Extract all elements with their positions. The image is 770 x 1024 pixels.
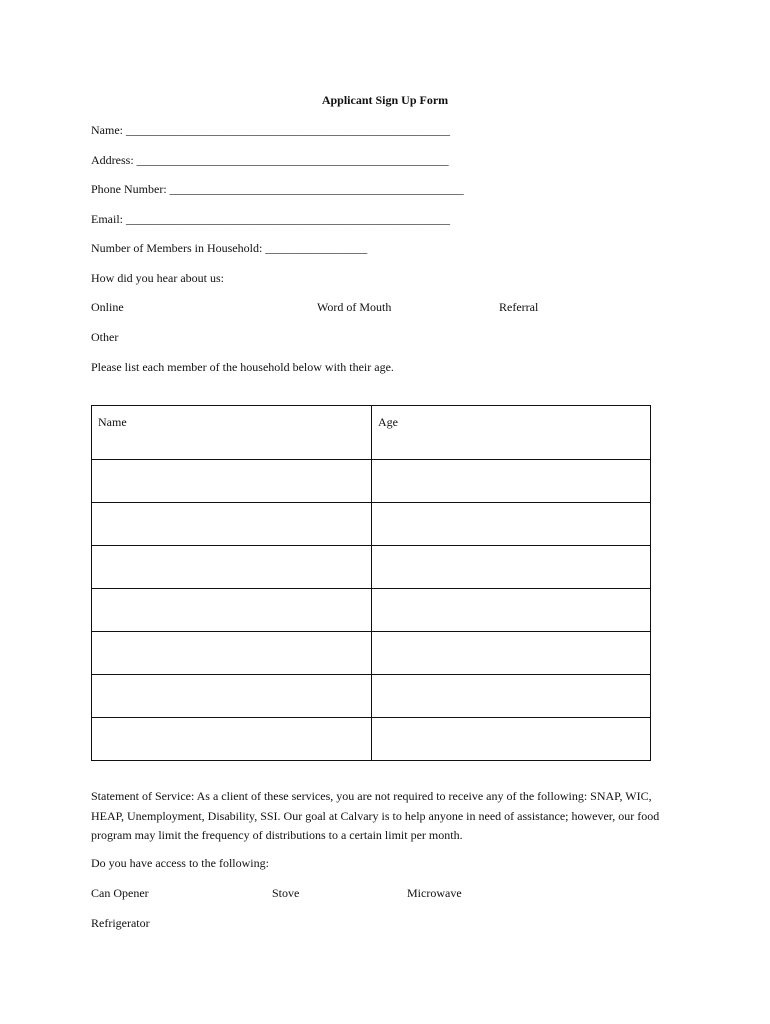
address-field[interactable]: Address: ____________________________________________________ — [91, 153, 449, 167]
table-row — [92, 460, 651, 503]
option-referral[interactable]: Referral — [499, 300, 539, 314]
option-can-opener[interactable]: Can Opener — [91, 886, 149, 900]
member-age-cell[interactable] — [372, 460, 651, 503]
member-name-cell[interactable] — [92, 503, 372, 546]
household-count-field[interactable]: Number of Members in Household: _________________ — [91, 241, 368, 255]
phone-field[interactable]: Phone Number: _________________________________________________ — [91, 182, 464, 196]
member-age-cell[interactable] — [372, 675, 651, 718]
table-row — [92, 503, 651, 546]
member-age-cell[interactable] — [372, 589, 651, 632]
email-field[interactable]: Email: ______________________________________________________ — [91, 212, 450, 226]
name-field[interactable]: Name: ______________________________________________________ — [91, 123, 450, 137]
member-name-cell[interactable] — [92, 460, 372, 503]
header-age: Age — [372, 406, 651, 460]
table-row — [92, 718, 651, 761]
member-age-cell[interactable] — [372, 546, 651, 589]
form-title: Applicant Sign Up Form — [321, 93, 449, 107]
member-name-cell[interactable] — [92, 632, 372, 675]
member-age-cell[interactable] — [372, 632, 651, 675]
option-word-of-mouth[interactable]: Word of Mouth — [317, 300, 392, 314]
household-instruction: Please list each member of the household below with their age. — [91, 360, 394, 374]
hear-about-question: How did you hear about us: — [91, 271, 224, 285]
member-name-cell[interactable] — [92, 675, 372, 718]
member-age-cell[interactable] — [372, 718, 651, 761]
member-name-cell[interactable] — [92, 546, 372, 589]
table-row — [92, 589, 651, 632]
table-row — [92, 632, 651, 675]
household-members-table — [91, 405, 651, 761]
member-name-cell[interactable] — [92, 718, 372, 761]
header-name: Name — [92, 406, 372, 460]
option-refrigerator[interactable]: Refrigerator — [91, 916, 150, 930]
option-online[interactable]: Online — [91, 300, 124, 314]
option-stove[interactable]: Stove — [272, 886, 300, 900]
statement-of-service: Statement of Service: As a client of these services, you are not required to receive any of the following: SNAP, WIC, HEAP, Unemployment, Disability, SSI. Our goal at Calvary is to help anyone in need of assistance; however, our food program may limit the frequency of distributions to a certain limit per month. — [91, 789, 660, 842]
member-name-cell[interactable] — [92, 589, 372, 632]
table-header-row — [92, 406, 651, 460]
option-microwave[interactable]: Microwave — [407, 886, 462, 900]
access-question: Do you have access to the following: — [91, 856, 269, 870]
table-row — [92, 546, 651, 589]
member-age-cell[interactable] — [372, 503, 651, 546]
table-row — [92, 675, 651, 718]
option-other[interactable]: Other — [91, 330, 119, 344]
